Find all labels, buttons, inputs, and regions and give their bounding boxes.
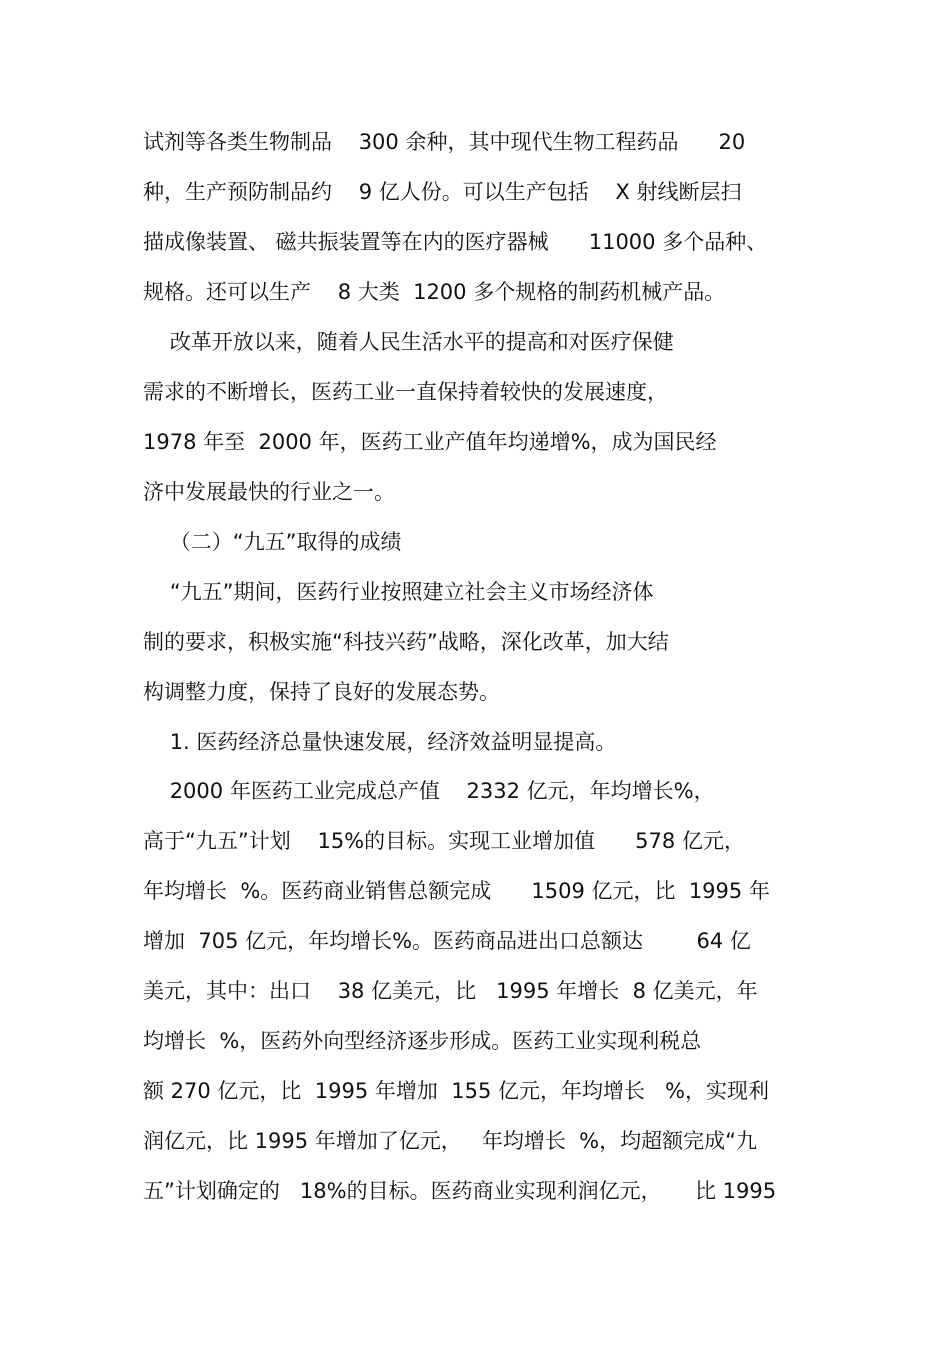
text-line: 济中发展最快的行业之一。 [143,480,395,504]
text-line: 润亿元，比 1995 年增加了亿元， 年均增长 %，均超额完成“九 [143,1129,758,1153]
text-line: 种，生产预防制品约 9 亿人份。可以生产包括 X 射线断层扫 [143,180,742,204]
text-line: 描成像装置、 磁共振装置等在内的医疗器械 11000 多个品种、 [143,230,768,254]
section-heading: （二）“九五”取得的成绩 [143,530,402,554]
text-line: 2000 年医药工业完成总产值 2332 亿元，年均增长%， [143,779,715,803]
text-line: 构调整力度，保持了良好的发展态势。 [143,680,500,704]
text-line: 美元，其中：出口 38 亿美元，比 1995 年增长 8 亿美元，年 [143,979,758,1003]
subsection-heading: 1. 医药经济总量快速发展，经济效益明显提高。 [143,730,617,754]
text-line: 需求的不断增长，医药工业一直保持着较快的发展速度， [143,380,668,404]
text-line: 制的要求，积极实施“科技兴药”战略，深化改革，加大结 [143,630,669,654]
text-line: 均增长 %，医药外向型经济逐步形成。医药工业实现利税总 [143,1029,702,1053]
text-line: 年均增长 %。医药商业销售总额完成 1509 亿元，比 1995 年 [143,879,770,903]
text-line: 规格。还可以生产 8 大类 1200 多个规格的制药机械产品。 [143,280,726,304]
text-line: 高于“九五”计划 15%的目标。实现工业增加值 578 亿元， [143,829,745,853]
text-line: 改革开放以来，随着人民生活水平的提高和对医疗保健 [143,330,674,354]
text-line: “九五”期间，医药行业按照建立社会主义市场经济体 [143,580,654,604]
text-line: 增加 705 亿元，年均增长%。医药商品进出口总额达 64 亿 [143,929,751,953]
text-line: 五”计划确定的 18%的目标。医药商业实现利润亿元， 比 1995 [143,1179,777,1203]
text-line: 1978 年至 2000 年，医药工业产值年均递增%，成为国民经 [143,430,717,454]
text-line: 额 270 亿元，比 1995 年增加 155 亿元，年均增长 %，实现利 [143,1079,769,1103]
text-line: 试剂等各类生物制品 300 余种，其中现代生物工程药品 20 [143,130,746,154]
